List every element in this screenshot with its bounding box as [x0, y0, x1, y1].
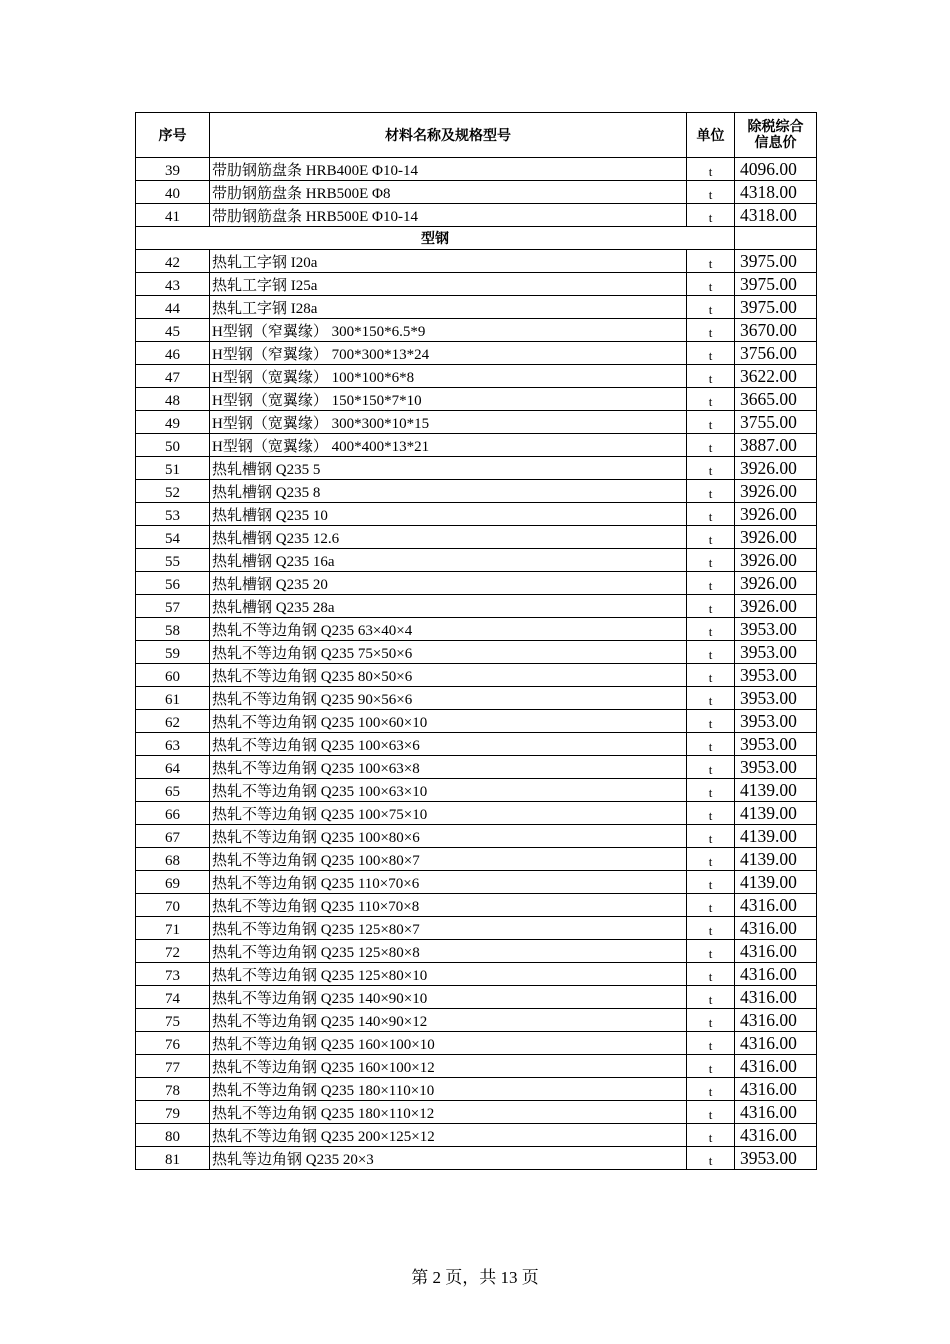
row-material-name: H型钢（宽翼缘） 300*300*10*15	[210, 411, 687, 434]
row-unit: t	[687, 779, 735, 802]
row-unit: t	[687, 595, 735, 618]
row-material-name: 热轧槽钢 Q235 5	[210, 457, 687, 480]
table-row	[136, 526, 817, 549]
table-row	[136, 1009, 817, 1032]
row-number: 61	[136, 687, 210, 710]
table-row	[136, 802, 817, 825]
rows-main	[136, 250, 817, 1170]
row-unit: t	[687, 848, 735, 871]
row-price: 3975.00	[735, 273, 817, 296]
row-unit: t	[687, 756, 735, 779]
header-row	[136, 113, 817, 158]
row-unit: t	[687, 434, 735, 457]
row-number: 47	[136, 365, 210, 388]
row-number: 59	[136, 641, 210, 664]
row-number: 54	[136, 526, 210, 549]
header-no: 序号	[136, 113, 210, 158]
row-price: 3622.00	[735, 365, 817, 388]
row-price: 4318.00	[735, 181, 817, 204]
row-price: 3926.00	[735, 572, 817, 595]
row-number: 44	[136, 296, 210, 319]
row-number: 45	[136, 319, 210, 342]
row-price: 4139.00	[735, 802, 817, 825]
table-row	[136, 756, 817, 779]
row-number: 65	[136, 779, 210, 802]
row-material-name: 热轧槽钢 Q235 10	[210, 503, 687, 526]
section-row	[136, 227, 817, 250]
row-unit: t	[687, 572, 735, 595]
row-unit: t	[687, 1078, 735, 1101]
row-number: 64	[136, 756, 210, 779]
row-price: 4316.00	[735, 1124, 817, 1147]
row-material-name: 热轧不等边角钢 Q235 100×60×10	[210, 710, 687, 733]
row-unit: t	[687, 917, 735, 940]
table-row	[136, 158, 817, 181]
row-material-name: 热轧不等边角钢 Q235 100×80×7	[210, 848, 687, 871]
table-row	[136, 641, 817, 664]
row-material-name: 热轧不等边角钢 Q235 75×50×6	[210, 641, 687, 664]
row-number: 46	[136, 342, 210, 365]
row-number: 50	[136, 434, 210, 457]
row-number: 77	[136, 1055, 210, 1078]
row-unit: t	[687, 894, 735, 917]
row-number: 71	[136, 917, 210, 940]
table-row	[136, 273, 817, 296]
row-price: 3953.00	[735, 756, 817, 779]
row-material-name: 热轧不等边角钢 Q235 160×100×12	[210, 1055, 687, 1078]
row-unit: t	[687, 526, 735, 549]
row-unit: t	[687, 940, 735, 963]
table-row	[136, 204, 817, 227]
row-price: 3670.00	[735, 319, 817, 342]
row-number: 57	[136, 595, 210, 618]
row-material-name: 热轧不等边角钢 Q235 110×70×8	[210, 894, 687, 917]
row-unit: t	[687, 250, 735, 273]
row-price: 3887.00	[735, 434, 817, 457]
row-price: 3926.00	[735, 595, 817, 618]
table-row	[136, 1078, 817, 1101]
table-row	[136, 595, 817, 618]
row-material-name: 热轧工字钢 I20a	[210, 250, 687, 273]
row-material-name: 热轧槽钢 Q235 20	[210, 572, 687, 595]
row-price: 3756.00	[735, 342, 817, 365]
row-material-name: 热轧槽钢 Q235 28a	[210, 595, 687, 618]
row-number: 67	[136, 825, 210, 848]
header-price	[735, 113, 817, 158]
row-material-name: 带肋钢筋盘条 HRB400E Φ10-14	[210, 158, 687, 181]
row-price: 3926.00	[735, 526, 817, 549]
page-footer: 第 2 页，共 13 页	[411, 1268, 539, 1287]
row-material-name: H型钢（窄翼缘） 300*150*6.5*9	[210, 319, 687, 342]
row-material-name: 热轧槽钢 Q235 16a	[210, 549, 687, 572]
row-material-name: 带肋钢筋盘条 HRB500E Φ10-14	[210, 204, 687, 227]
row-unit: t	[687, 204, 735, 227]
table-row	[136, 733, 817, 756]
row-unit: t	[687, 1055, 735, 1078]
row-material-name: 热轧不等边角钢 Q235 63×40×4	[210, 618, 687, 641]
row-price: 4318.00	[735, 204, 817, 227]
row-price: 4316.00	[735, 917, 817, 940]
row-unit: t	[687, 986, 735, 1009]
row-price: 3953.00	[735, 687, 817, 710]
row-number: 75	[136, 1009, 210, 1032]
row-unit: t	[687, 158, 735, 181]
table-row	[136, 963, 817, 986]
row-unit: t	[687, 687, 735, 710]
row-price: 3953.00	[735, 664, 817, 687]
row-unit: t	[687, 503, 735, 526]
row-price: 3953.00	[735, 710, 817, 733]
row-price: 3953.00	[735, 1147, 817, 1170]
row-material-name: 热轧工字钢 I25a	[210, 273, 687, 296]
row-number: 76	[136, 1032, 210, 1055]
row-number: 58	[136, 618, 210, 641]
row-material-name: 热轧不等边角钢 Q235 80×50×6	[210, 664, 687, 687]
row-material-name: 热轧不等边角钢 Q235 110×70×6	[210, 871, 687, 894]
section-price-empty	[735, 227, 817, 250]
row-number: 53	[136, 503, 210, 526]
row-material-name: 带肋钢筋盘条 HRB500E Φ8	[210, 181, 687, 204]
row-number: 66	[136, 802, 210, 825]
table-row	[136, 848, 817, 871]
row-material-name: 热轧不等边角钢 Q235 90×56×6	[210, 687, 687, 710]
table-row	[136, 779, 817, 802]
row-number: 39	[136, 158, 210, 181]
row-number: 79	[136, 1101, 210, 1124]
table-row	[136, 664, 817, 687]
row-material-name: 热轧不等边角钢 Q235 100×75×10	[210, 802, 687, 825]
row-unit: t	[687, 1032, 735, 1055]
row-price: 4316.00	[735, 1009, 817, 1032]
row-price: 3926.00	[735, 480, 817, 503]
table-row	[136, 572, 817, 595]
table-row	[136, 503, 817, 526]
row-price: 3926.00	[735, 549, 817, 572]
row-material-name: 热轧槽钢 Q235 8	[210, 480, 687, 503]
table-row	[136, 342, 817, 365]
row-price: 3953.00	[735, 641, 817, 664]
row-price: 4139.00	[735, 871, 817, 894]
row-price: 3665.00	[735, 388, 817, 411]
row-material-name: H型钢（宽翼缘） 150*150*7*10	[210, 388, 687, 411]
row-number: 74	[136, 986, 210, 1009]
row-unit: t	[687, 871, 735, 894]
row-unit: t	[687, 1009, 735, 1032]
table-row	[136, 1124, 817, 1147]
row-number: 48	[136, 388, 210, 411]
row-material-name: 热轧不等边角钢 Q235 180×110×10	[210, 1078, 687, 1101]
row-material-name: 热轧不等边角钢 Q235 125×80×10	[210, 963, 687, 986]
table-row	[136, 986, 817, 1009]
table-row	[136, 917, 817, 940]
row-unit: t	[687, 296, 735, 319]
row-unit: t	[687, 641, 735, 664]
row-price: 4139.00	[735, 779, 817, 802]
row-number: 41	[136, 204, 210, 227]
table-row	[136, 1055, 817, 1078]
table-row	[136, 894, 817, 917]
table-row	[136, 434, 817, 457]
row-unit: t	[687, 664, 735, 687]
row-number: 68	[136, 848, 210, 871]
row-price: 3953.00	[735, 733, 817, 756]
row-unit: t	[687, 181, 735, 204]
row-price: 4316.00	[735, 963, 817, 986]
table-row	[136, 549, 817, 572]
row-unit: t	[687, 710, 735, 733]
table-row	[136, 1101, 817, 1124]
row-unit: t	[687, 365, 735, 388]
header-price-line1: 除税综合	[747, 119, 804, 135]
header-price-line2: 信息价	[754, 135, 797, 151]
row-number: 78	[136, 1078, 210, 1101]
table-row	[136, 618, 817, 641]
table-row	[136, 871, 817, 894]
row-unit: t	[687, 319, 735, 342]
row-price: 3975.00	[735, 250, 817, 273]
row-material-name: 热轧不等边角钢 Q235 100×63×10	[210, 779, 687, 802]
row-price: 4316.00	[735, 1101, 817, 1124]
row-material-name: 热轧不等边角钢 Q235 140×90×10	[210, 986, 687, 1009]
row-price: 4139.00	[735, 825, 817, 848]
row-number: 72	[136, 940, 210, 963]
table-row	[136, 1032, 817, 1055]
row-material-name: H型钢（窄翼缘） 700*300*13*24	[210, 342, 687, 365]
row-material-name: 热轧不等边角钢 Q235 140×90×12	[210, 1009, 687, 1032]
row-price: 3953.00	[735, 618, 817, 641]
table-row	[136, 365, 817, 388]
row-unit: t	[687, 733, 735, 756]
row-price: 3975.00	[735, 296, 817, 319]
row-material-name: 热轧不等边角钢 Q235 125×80×7	[210, 917, 687, 940]
table-row	[136, 687, 817, 710]
table-row	[136, 825, 817, 848]
row-unit: t	[687, 1101, 735, 1124]
row-number: 42	[136, 250, 210, 273]
table-row	[136, 181, 817, 204]
section	[136, 227, 817, 250]
row-price: 4316.00	[735, 1078, 817, 1101]
row-unit: t	[687, 618, 735, 641]
row-material-name: 热轧等边角钢 Q235 20×3	[210, 1147, 687, 1170]
header-name: 材料名称及规格型号	[210, 113, 687, 158]
row-material-name: 热轧不等边角钢 Q235 125×80×8	[210, 940, 687, 963]
row-price: 4316.00	[735, 894, 817, 917]
row-number: 40	[136, 181, 210, 204]
row-unit: t	[687, 1124, 735, 1147]
row-price: 3926.00	[735, 503, 817, 526]
row-number: 55	[136, 549, 210, 572]
row-number: 52	[136, 480, 210, 503]
row-price: 4096.00	[735, 158, 817, 181]
rows-top	[136, 158, 817, 227]
header-unit: 单位	[687, 113, 735, 158]
row-material-name: 热轧不等边角钢 Q235 100×63×8	[210, 756, 687, 779]
row-unit: t	[687, 411, 735, 434]
row-material-name: 热轧不等边角钢 Q235 180×110×12	[210, 1101, 687, 1124]
row-material-name: 热轧工字钢 I28a	[210, 296, 687, 319]
row-price: 4139.00	[735, 848, 817, 871]
row-unit: t	[687, 480, 735, 503]
row-number: 51	[136, 457, 210, 480]
table-row	[136, 388, 817, 411]
table-row	[136, 319, 817, 342]
section-title: 型钢	[136, 227, 735, 250]
row-material-name: 热轧不等边角钢 Q235 100×63×6	[210, 733, 687, 756]
row-price: 3755.00	[735, 411, 817, 434]
row-number: 60	[136, 664, 210, 687]
row-unit: t	[687, 963, 735, 986]
row-number: 63	[136, 733, 210, 756]
row-unit: t	[687, 273, 735, 296]
row-number: 73	[136, 963, 210, 986]
row-number: 62	[136, 710, 210, 733]
table-row	[136, 940, 817, 963]
row-material-name: H型钢（宽翼缘） 100*100*6*8	[210, 365, 687, 388]
row-number: 70	[136, 894, 210, 917]
table-row	[136, 250, 817, 273]
table-row	[136, 411, 817, 434]
row-material-name: 热轧不等边角钢 Q235 200×125×12	[210, 1124, 687, 1147]
row-price: 4316.00	[735, 940, 817, 963]
row-number: 49	[136, 411, 210, 434]
row-material-name: 热轧不等边角钢 Q235 160×100×10	[210, 1032, 687, 1055]
price-table	[135, 112, 817, 1170]
table-row	[136, 710, 817, 733]
row-number: 56	[136, 572, 210, 595]
table-row	[136, 480, 817, 503]
row-unit: t	[687, 342, 735, 365]
row-unit: t	[687, 825, 735, 848]
row-material-name: 热轧不等边角钢 Q235 100×80×6	[210, 825, 687, 848]
row-material-name: H型钢（宽翼缘） 400*400*13*21	[210, 434, 687, 457]
row-price: 4316.00	[735, 1032, 817, 1055]
table-row	[136, 296, 817, 319]
row-unit: t	[687, 1147, 735, 1170]
row-unit: t	[687, 388, 735, 411]
table-row	[136, 1147, 817, 1170]
row-price: 4316.00	[735, 986, 817, 1009]
row-price: 4316.00	[735, 1055, 817, 1078]
row-number: 43	[136, 273, 210, 296]
row-material-name: 热轧槽钢 Q235 12.6	[210, 526, 687, 549]
row-unit: t	[687, 549, 735, 572]
row-number: 81	[136, 1147, 210, 1170]
row-unit: t	[687, 457, 735, 480]
row-number: 80	[136, 1124, 210, 1147]
row-unit: t	[687, 802, 735, 825]
table-row	[136, 457, 817, 480]
row-number: 69	[136, 871, 210, 894]
row-price: 3926.00	[735, 457, 817, 480]
